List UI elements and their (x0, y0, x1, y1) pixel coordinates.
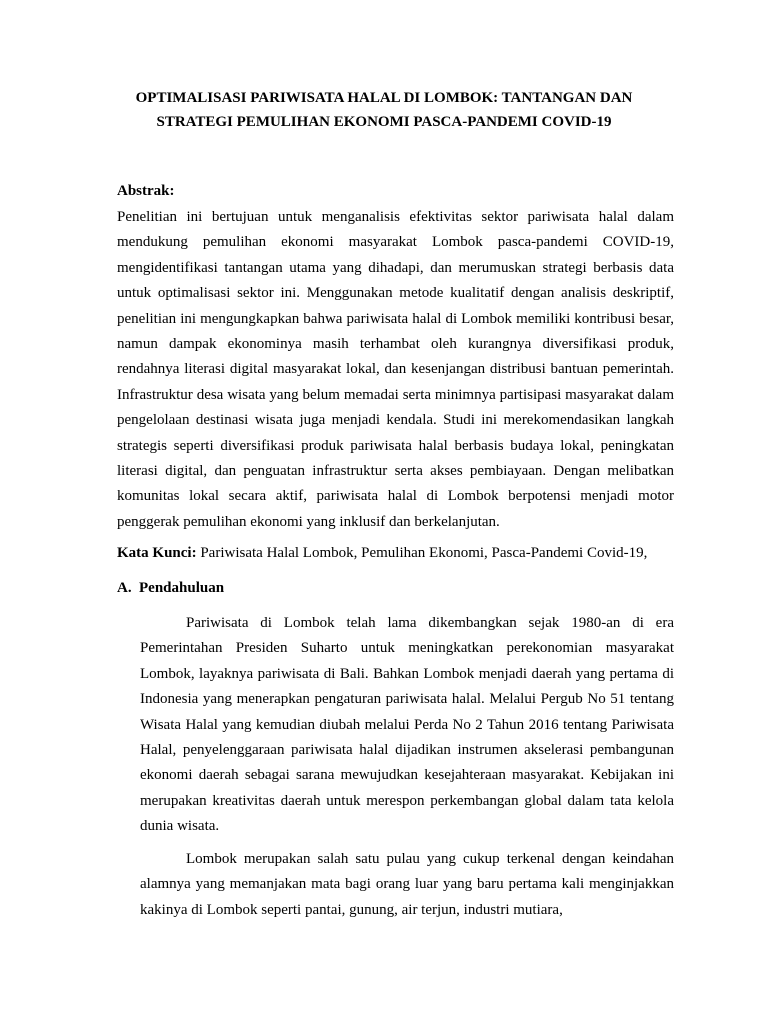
section-heading (117, 577, 224, 599)
paper-title-line-2: STRATEGI PEMULIHAN EKONOMI PASCA-PANDEMI COVID-19 (156, 114, 612, 130)
paper-title (100, 86, 668, 134)
abstract-heading: Abstrak: (117, 183, 175, 199)
keywords-label: Kata Kunci: (117, 545, 197, 561)
paper-title-line-1: OPTIMALISASI PARIWISATA HALAL DI LOMBOK: TANTANGAN DAN (135, 90, 633, 106)
keywords (117, 542, 677, 564)
paragraph-2: Lombok merupakan salah satu pulau yang cukup terkenal dengan keindahan alamnya yang memanjakan mata bagi orang luar yang baru pertama kali menginjakkan kakinya di Lombok seperti pantai, gunung, air terjun, industri mutiara, (140, 851, 674, 918)
abstract-text: Penelitian ini bertujuan untuk menganalisis efektivitas sektor pariwisata halal dalam mendukung pemulihan ekonomi masyarakat Lombok pasca-pandemi COVID-19, mengidentifikasi tantangan utama yang dihadapi, dan merumuskan strategi berbasis data untuk optimalisasi sektor ini. Menggunakan metode kualitatif dengan analisis deskriptif, penelitian ini mengungkapkan bahwa pariwisata halal di Lombok memiliki kontribusi besar, namun dampak ekonominya masih terhambat oleh kurangnya diversifikasi produk, rendahnya literasi digital masyarakat lokal, dan kesenjangan distribusi bantuan pemerintah. Infrastruktur desa wisata yang belum memadai serta minimnya partisipasi masyarakat dalam pengelolaan destinasi wisata juga menjadi kendala. Studi ini merekomendasikan langkah strategis seperti diversifikasi produk pariwisata halal berbasis budaya lokal, peningkatan literasi digital, dan penguatan infrastruktur serta akses pembiayaan. Dengan melibatkan komunitas lokal secara aktif, pariwisata halal di Lombok berpotensi menjadi motor penggerak pemulihan ekonomi yang inklusif dan berkelanjutan. (117, 209, 674, 530)
paragraph-1: Pariwisata di Lombok telah lama dikembangkan sejak 1980-an di era Pemerintahan Presiden Suharto untuk meningkatkan perekonomian masyarakat Lombok, layaknya pariwisata di Bali. Bahkan Lombok menjadi daerah yang pertama di Indonesia yang menerapkan pengaturan pariwisata halal. Melalui Pergub No 51 tentang Wisata Halal yang kemudian diubah melalui Perda No 2 Tahun 2016 tentang Pariwisata Halal, penyelenggaraan pariwisata halal dijadikan instrumen akselerasi pembangunan ekonomi daerah sebagai sarana mewujudkan kesejahteraan masyarakat. Kebijakan ini merupakan kreativitas daerah untuk merespon perkembangan global dalam tata kelola dunia wisata. (140, 615, 674, 835)
keywords-text: Pariwisata Halal Lombok, Pemulihan Ekonomi, Pasca-Pandemi Covid-19, (196, 545, 648, 561)
section-title: Pendahuluan (139, 580, 225, 596)
section-number: A. (117, 580, 132, 596)
